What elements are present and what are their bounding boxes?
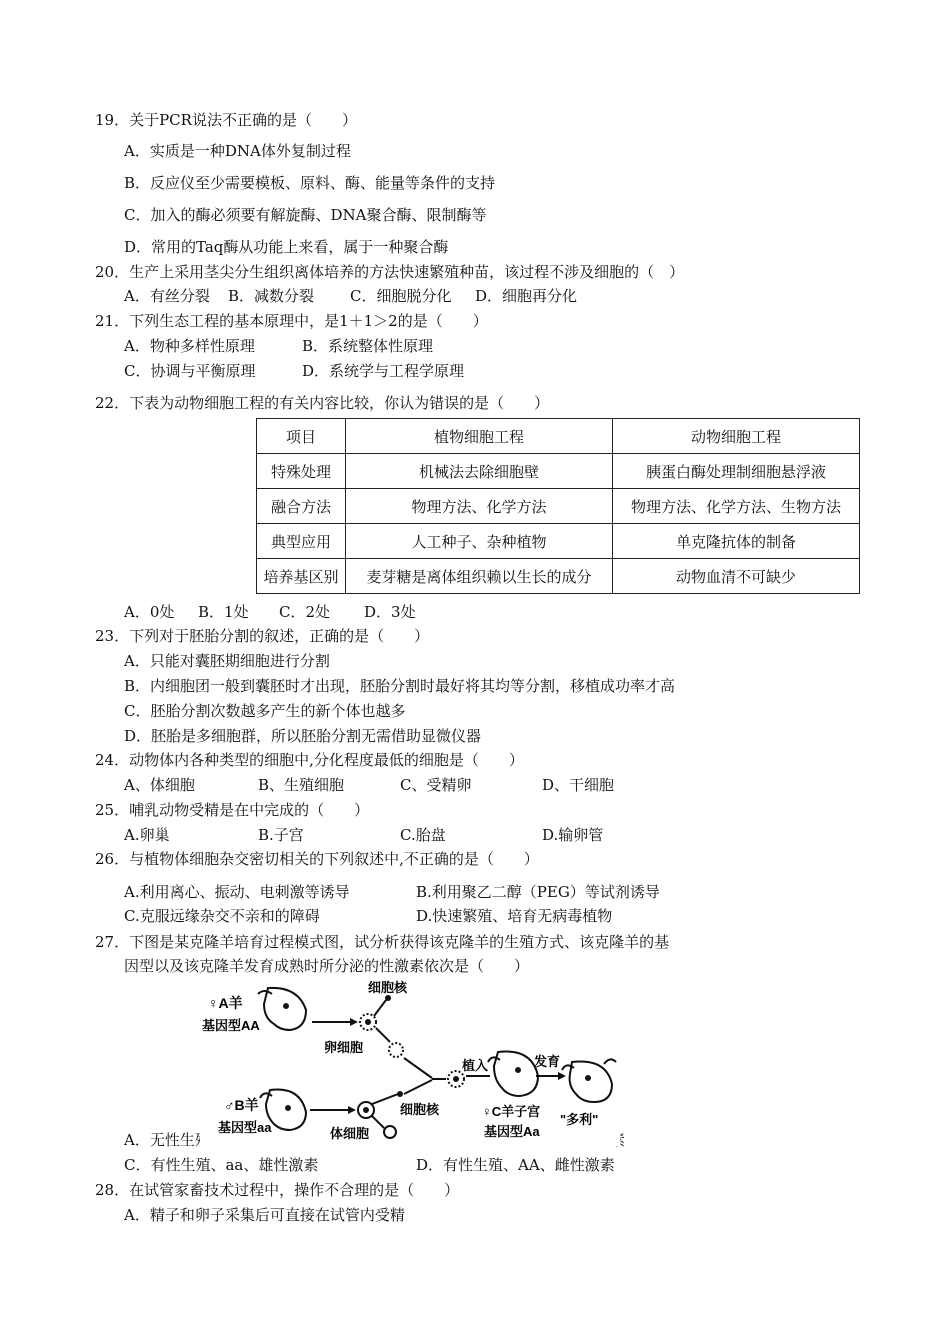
question-24-option-b: B、生殖细胞 <box>258 776 345 794</box>
question-21-stem: 21．下列生态工程的基本原理中，是1＋1＞2的是（ ） <box>95 312 488 330</box>
dolly-sheep-icon <box>562 1059 616 1102</box>
table-header-cell: 项目 <box>257 419 346 454</box>
question-24-option-a: A、体细胞 <box>124 776 195 794</box>
table-row <box>257 524 860 559</box>
question-27-option-d: D．有性生殖、AA、雌性激素 <box>416 1156 615 1174</box>
nucleus-dot-icon <box>385 995 391 1001</box>
table-header-cell: 植物细胞工程 <box>346 419 613 454</box>
arrow-line <box>404 1080 432 1094</box>
question-20-option-b: B．减数分裂 <box>228 287 315 305</box>
question-21-option-b: B．系统整体性原理 <box>302 337 434 355</box>
arrow-line <box>372 1116 384 1128</box>
sheep-c-label: ♀C羊子宫 <box>482 1104 541 1119</box>
question-26-option-d: D.快速繁殖、培育无病毒植物 <box>416 907 613 925</box>
question-23-stem: 23．下列对于胚胎分割的叙述，正确的是（ ） <box>95 627 430 645</box>
question-25-stem: 25．哺乳动物受精是在中完成的（ ） <box>95 801 370 819</box>
table-row <box>257 559 860 594</box>
arrow-head <box>350 1018 358 1026</box>
question-23-option-c: C．胚胎分割次数越多产生的新个体也越多 <box>124 702 406 720</box>
question-26-option-c: C.克服远缘杂交不亲和的障碍 <box>124 907 320 925</box>
table-row <box>257 489 860 524</box>
question-26-option-b: B.利用聚乙二醇（PEG）等试剂诱导 <box>416 883 660 901</box>
arrow-line <box>404 1058 432 1078</box>
arrow-line <box>374 1000 386 1016</box>
question-20-option-a: A．有丝分裂 <box>124 287 210 305</box>
question-22-stem: 22．下表为动物细胞工程的有关内容比较，你认为错误的是（ ） <box>95 394 550 412</box>
egg-cell-label: 卵细胞 <box>324 1040 364 1055</box>
table-cell: 典型应用 <box>257 524 346 559</box>
question-24-option-d: D、干细胞 <box>542 776 615 794</box>
arrow-line <box>376 1028 390 1042</box>
somatic-cell-icon <box>358 1102 374 1118</box>
question-28-option-a: A．精子和卵子采集后可直接在试管内受精 <box>124 1206 405 1224</box>
table-cell: 动物血清不可缺少 <box>613 559 860 594</box>
question-27-option-c: C．有性生殖、aa、雄性激素 <box>124 1156 319 1174</box>
sheep-b-genotype: 基因型aa <box>218 1120 272 1135</box>
question-22-option-a: A．0处 <box>124 603 175 621</box>
arrow-line <box>372 1094 398 1104</box>
clone-sheep-diagram <box>200 978 620 1146</box>
table-cell: 胰蛋白酶处理制细胞悬浮液 <box>613 454 860 489</box>
question-19-option-d: D．常用的Taq酶从功能上来看，属于一种聚合酶 <box>124 238 449 256</box>
question-22-option-c: C．2处 <box>279 603 331 621</box>
sheep-c-genotype: 基因型Aa <box>484 1124 540 1139</box>
table-cell: 融合方法 <box>257 489 346 524</box>
table-header-row <box>257 419 860 454</box>
enucleated-cell-icon <box>384 1126 396 1138</box>
question-20-option-d: D．细胞再分化 <box>475 287 578 305</box>
question-26-stem: 26．与植物体细胞杂交密切相关的下列叙述中,不正确的是（ ） <box>95 850 539 868</box>
question-23-option-a: A．只能对囊胚期细胞进行分割 <box>124 652 330 670</box>
table-cell: 特殊处理 <box>257 454 346 489</box>
implant-label: 植入 <box>462 1058 489 1073</box>
table-cell: 培养基区别 <box>257 559 346 594</box>
somatic-cell-label: 体细胞 <box>330 1126 370 1141</box>
question-19-option-b: B．反应仪至少需要模板、原料、酶、能量等条件的支持 <box>124 174 496 192</box>
question-22-option-d: D．3处 <box>364 603 416 621</box>
question-25-option-d: D.输卵管 <box>542 826 604 844</box>
question-19-stem: 19．关于PCR说法不正确的是（ ） <box>95 111 357 129</box>
question-28-stem: 28．在试管家畜技术过程中，操作不合理的是（ ） <box>95 1181 460 1199</box>
table-cell: 单克隆抗体的制备 <box>613 524 860 559</box>
question-20-stem: 20．生产上采用茎尖分生组织离体培养的方法快速繁殖种苗，该过程不涉及细胞的（ ） <box>95 263 685 281</box>
comparison-table <box>256 418 860 594</box>
question-25-option-a: A.卵巢 <box>124 826 170 844</box>
develop-label: 发育 <box>534 1054 561 1069</box>
question-27-stem-line2: 因型以及该克隆羊发育成熟时所分泌的性激素依次是（ ） <box>124 957 530 975</box>
table-header-cell: 动物细胞工程 <box>613 419 860 454</box>
egg-cell-icon <box>360 1014 376 1030</box>
question-22-option-b: B．1处 <box>198 603 249 621</box>
reconstructed-egg-icon <box>448 1071 464 1087</box>
nucleus-dot-icon <box>397 1091 403 1097</box>
table-cell: 物理方法、化学方法 <box>346 489 613 524</box>
table-cell: 物理方法、化学方法、生物方法 <box>613 489 860 524</box>
table-cell: 麦芽糖是离体组织赖以生长的成分 <box>346 559 613 594</box>
question-27-stem-line1: 27．下图是某克隆羊培育过程模式图，试分析获得该克隆羊的生殖方式、该克隆羊的基 <box>95 933 670 951</box>
enucleated-egg-icon <box>389 1043 403 1057</box>
sheep-a-label: ♀A羊 <box>208 995 243 1011</box>
question-27-option-b-tail: 素 <box>610 1131 626 1149</box>
question-27-option-a: A．无性生殖 <box>124 1131 210 1149</box>
sheep-b-label: ♂B羊 <box>224 1097 259 1113</box>
sheep-a-genotype: 基因型AA <box>202 1018 260 1033</box>
question-24-stem: 24．动物体内各种类型的细胞中,分化程度最低的细胞是（ ） <box>95 751 524 769</box>
question-19-option-a: A．实质是一种DNA体外复制过程 <box>124 142 351 160</box>
table-cell: 人工种子、杂种植物 <box>346 524 613 559</box>
question-24-option-c: C、受精卵 <box>400 776 472 794</box>
table-cell: 机械法去除细胞壁 <box>346 454 613 489</box>
question-23-option-d: D．胚胎是多细胞群，所以胚胎分割无需借助显微仪器 <box>124 727 482 745</box>
question-26-option-a: A.利用离心、振动、电刺激等诱导 <box>124 883 350 901</box>
question-25-option-c: C.胎盘 <box>400 826 446 844</box>
nucleus-bottom-label: 细胞核 <box>400 1102 440 1117</box>
sheep-c-icon <box>488 1052 538 1097</box>
arrow-head <box>348 1106 356 1114</box>
question-19-option-c: C．加入的酶必须要有解旋酶、DNA聚合酶、限制酶等 <box>124 206 487 224</box>
arrow-head <box>558 1072 566 1080</box>
question-21-option-c: C．协调与平衡原理 <box>124 362 256 380</box>
nucleus-top-label: 细胞核 <box>368 980 408 995</box>
table-row <box>257 454 860 489</box>
dolly-label: "多利" <box>560 1112 599 1127</box>
question-25-option-b: B.子宫 <box>258 826 304 844</box>
question-21-option-d: D．系统学与工程学原理 <box>302 362 465 380</box>
sheep-a-icon <box>258 988 306 1030</box>
question-20-option-c: C．细胞脱分化 <box>350 287 452 305</box>
question-21-option-a: A．物种多样性原理 <box>124 337 255 355</box>
question-23-option-b: B．内细胞团一般到囊胚时才出现，胚胎分割时最好将其均等分割，移植成功率才高 <box>124 677 676 695</box>
